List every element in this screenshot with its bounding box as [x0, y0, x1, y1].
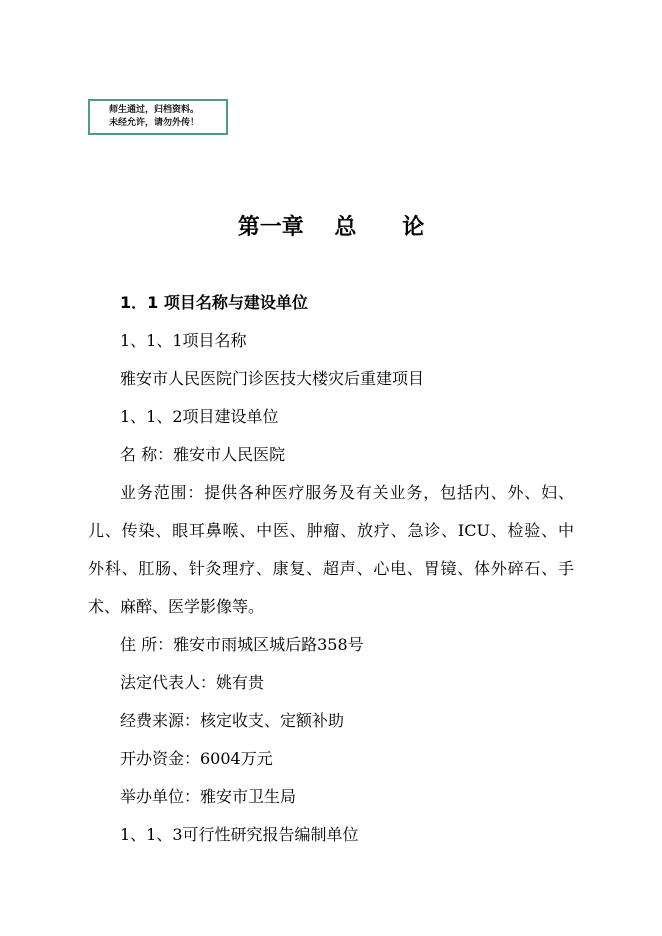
funding-source-line: 经费来源：核定收支、定额补助: [120, 711, 345, 730]
sponsor-line: 举办单位：雅安市卫生局: [120, 787, 297, 806]
legal-representative-line: 法定代表人：姚有贵: [120, 673, 265, 692]
chapter-title: 第一章 总 论: [237, 215, 425, 240]
stamp-line-2: 未经允许，请勿外传！: [109, 118, 200, 128]
subheading-1-1-1: 1、1、1项目名称: [120, 331, 247, 350]
subheading-1-1-2: 1、1、2项目建设单位: [120, 407, 279, 426]
unit-name-line: 名 称：雅安市人民医院: [120, 445, 286, 464]
section-heading-1-1: 1．1 项目名称与建设单位: [120, 293, 308, 312]
business-scope-line-2: 儿、传染、眼耳鼻喉、中医、肿瘤、放疗、急诊、ICU、检验、中: [88, 521, 574, 540]
business-scope-line-1: 业务范围：提供各种医疗服务及有关业务，包括内、外、妇、: [120, 483, 574, 502]
stamp-line-1: 师生通过，归档资料。: [109, 105, 200, 115]
address-line: 住 所：雅安市雨城区城后路358号: [120, 635, 364, 654]
archive-stamp: [88, 99, 228, 135]
project-name-text: 雅安市人民医院门诊医技大楼灾后重建项目: [120, 369, 425, 388]
business-scope-line-3: 外科、肛肠、针灸理疗、康复、超声、心电、胃镜、体外碎石、手: [88, 559, 574, 578]
business-scope-line-4: 术、麻醉、医学影像等。: [88, 597, 265, 616]
capital-line: 开办资金：6004万元: [120, 749, 273, 768]
subheading-1-1-3: 1、1、3可行性研究报告编制单位: [120, 825, 359, 844]
